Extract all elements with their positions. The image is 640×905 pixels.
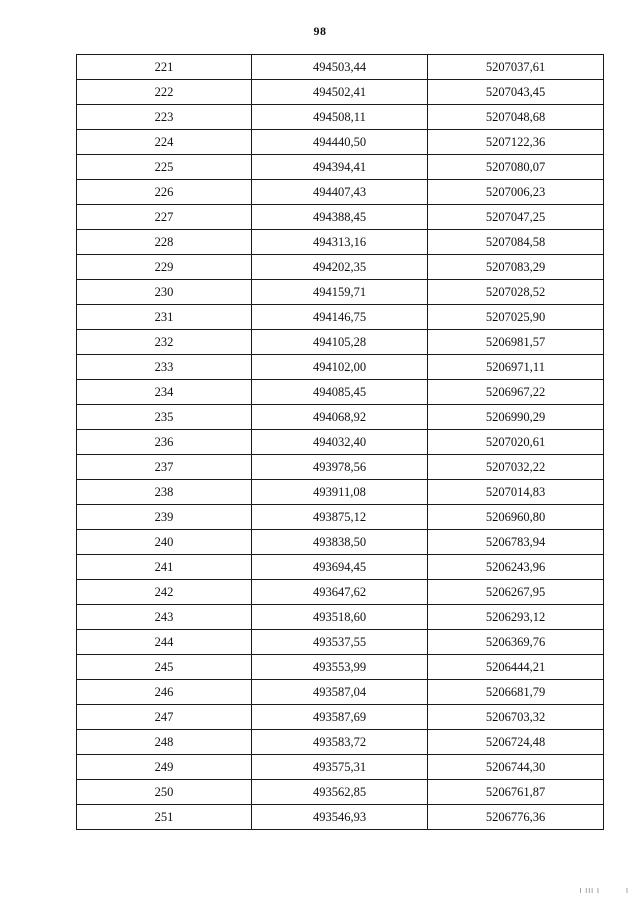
x-coordinate-cell: 493694,45 (252, 555, 428, 580)
x-coordinate-cell: 494440,50 (252, 130, 428, 155)
point-number-cell: 236 (77, 430, 252, 455)
x-coordinate-cell: 493562,85 (252, 780, 428, 805)
table-row (77, 730, 604, 755)
y-coordinate-cell: 5207047,25 (428, 205, 604, 230)
table-row (77, 330, 604, 355)
y-coordinate-cell: 5206990,29 (428, 405, 604, 430)
coordinates-table-container (76, 54, 603, 830)
point-number-cell: 240 (77, 530, 252, 555)
x-coordinate-cell: 494313,16 (252, 230, 428, 255)
table-row (77, 455, 604, 480)
point-number-cell: 227 (77, 205, 252, 230)
table-row (77, 580, 604, 605)
coordinates-table-body (77, 55, 604, 830)
point-number-cell: 229 (77, 255, 252, 280)
table-row (77, 780, 604, 805)
y-coordinate-cell: 5206960,80 (428, 505, 604, 530)
table-row (77, 255, 604, 280)
y-coordinate-cell: 5207028,52 (428, 280, 604, 305)
y-coordinate-cell: 5206761,87 (428, 780, 604, 805)
table-row (77, 755, 604, 780)
y-coordinate-cell: 5207122,36 (428, 130, 604, 155)
x-coordinate-cell: 493587,04 (252, 680, 428, 705)
x-coordinate-cell: 493537,55 (252, 630, 428, 655)
y-coordinate-cell: 5206703,32 (428, 705, 604, 730)
y-coordinate-cell: 5207083,29 (428, 255, 604, 280)
y-coordinate-cell: 5206967,22 (428, 380, 604, 405)
table-row (77, 405, 604, 430)
x-coordinate-cell: 493838,50 (252, 530, 428, 555)
table-row (77, 230, 604, 255)
table-row (77, 680, 604, 705)
point-number-cell: 246 (77, 680, 252, 705)
table-row (77, 355, 604, 380)
point-number-cell: 241 (77, 555, 252, 580)
x-coordinate-cell: 494085,45 (252, 380, 428, 405)
table-row (77, 630, 604, 655)
table-row (77, 805, 604, 830)
x-coordinate-cell: 494407,43 (252, 180, 428, 205)
table-row (77, 555, 604, 580)
table-row (77, 705, 604, 730)
point-number-cell: 237 (77, 455, 252, 480)
x-coordinate-cell: 493587,69 (252, 705, 428, 730)
y-coordinate-cell: 5206776,36 (428, 805, 604, 830)
point-number-cell: 239 (77, 505, 252, 530)
point-number-cell: 232 (77, 330, 252, 355)
y-coordinate-cell: 5207006,23 (428, 180, 604, 205)
table-row (77, 530, 604, 555)
y-coordinate-cell: 5206981,57 (428, 330, 604, 355)
point-number-cell: 224 (77, 130, 252, 155)
y-coordinate-cell: 5206243,96 (428, 555, 604, 580)
table-row (77, 155, 604, 180)
point-number-cell: 230 (77, 280, 252, 305)
point-number-cell: 245 (77, 655, 252, 680)
x-coordinate-cell: 494202,35 (252, 255, 428, 280)
y-coordinate-cell: 5207020,61 (428, 430, 604, 455)
y-coordinate-cell: 5207014,83 (428, 480, 604, 505)
table-row (77, 80, 604, 105)
x-coordinate-cell: 494068,92 (252, 405, 428, 430)
table-row (77, 305, 604, 330)
table-row (77, 130, 604, 155)
point-number-cell: 243 (77, 605, 252, 630)
x-coordinate-cell: 494502,41 (252, 80, 428, 105)
table-row (77, 505, 604, 530)
y-coordinate-cell: 5206681,79 (428, 680, 604, 705)
point-number-cell: 231 (77, 305, 252, 330)
y-coordinate-cell: 5206293,12 (428, 605, 604, 630)
x-coordinate-cell: 494394,41 (252, 155, 428, 180)
y-coordinate-cell: 5206783,94 (428, 530, 604, 555)
y-coordinate-cell: 5207043,45 (428, 80, 604, 105)
point-number-cell: 225 (77, 155, 252, 180)
y-coordinate-cell: 5206724,48 (428, 730, 604, 755)
point-number-cell: 242 (77, 580, 252, 605)
point-number-cell: 250 (77, 780, 252, 805)
page-number: 98 (313, 24, 327, 38)
x-coordinate-cell: 494032,40 (252, 430, 428, 455)
y-coordinate-cell: 5207084,58 (428, 230, 604, 255)
point-number-cell: 235 (77, 405, 252, 430)
y-coordinate-cell: 5207048,68 (428, 105, 604, 130)
x-coordinate-cell: 493546,93 (252, 805, 428, 830)
x-coordinate-cell: 494388,45 (252, 205, 428, 230)
y-coordinate-cell: 5207080,07 (428, 155, 604, 180)
point-number-cell: 233 (77, 355, 252, 380)
point-number-cell: 238 (77, 480, 252, 505)
table-row (77, 480, 604, 505)
table-row (77, 430, 604, 455)
x-coordinate-cell: 493647,62 (252, 580, 428, 605)
x-coordinate-cell: 493875,12 (252, 505, 428, 530)
point-number-cell: 248 (77, 730, 252, 755)
x-coordinate-cell: 493518,60 (252, 605, 428, 630)
table-row (77, 280, 604, 305)
x-coordinate-cell: 493583,72 (252, 730, 428, 755)
y-coordinate-cell: 5207037,61 (428, 55, 604, 80)
y-coordinate-cell: 5207032,22 (428, 455, 604, 480)
y-coordinate-cell: 5206267,95 (428, 580, 604, 605)
point-number-cell: 226 (77, 180, 252, 205)
table-row (77, 205, 604, 230)
point-number-cell: 244 (77, 630, 252, 655)
point-number-cell: 221 (77, 55, 252, 80)
point-number-cell: 228 (77, 230, 252, 255)
point-number-cell: 223 (77, 105, 252, 130)
table-row (77, 380, 604, 405)
y-coordinate-cell: 5206444,21 (428, 655, 604, 680)
y-coordinate-cell: 5206744,30 (428, 755, 604, 780)
point-number-cell: 251 (77, 805, 252, 830)
y-coordinate-cell: 5206971,11 (428, 355, 604, 380)
x-coordinate-cell: 494102,00 (252, 355, 428, 380)
x-coordinate-cell: 494508,11 (252, 105, 428, 130)
table-row (77, 655, 604, 680)
table-row (77, 180, 604, 205)
x-coordinate-cell: 494146,75 (252, 305, 428, 330)
x-coordinate-cell: 493911,08 (252, 480, 428, 505)
table-row (77, 105, 604, 130)
point-number-cell: 249 (77, 755, 252, 780)
point-number-cell: 234 (77, 380, 252, 405)
footer-scan-mark: I III I (579, 888, 600, 895)
y-coordinate-cell: 5206369,76 (428, 630, 604, 655)
x-coordinate-cell: 493978,56 (252, 455, 428, 480)
x-coordinate-cell: 493575,31 (252, 755, 428, 780)
coordinates-table (76, 54, 604, 830)
x-coordinate-cell: 494105,28 (252, 330, 428, 355)
point-number-cell: 222 (77, 80, 252, 105)
x-coordinate-cell: 494503,44 (252, 55, 428, 80)
x-coordinate-cell: 494159,71 (252, 280, 428, 305)
x-coordinate-cell: 493553,99 (252, 655, 428, 680)
point-number-cell: 247 (77, 705, 252, 730)
y-coordinate-cell: 5207025,90 (428, 305, 604, 330)
table-row (77, 55, 604, 80)
footer-scan-mark-right: I (626, 888, 628, 895)
table-row (77, 605, 604, 630)
